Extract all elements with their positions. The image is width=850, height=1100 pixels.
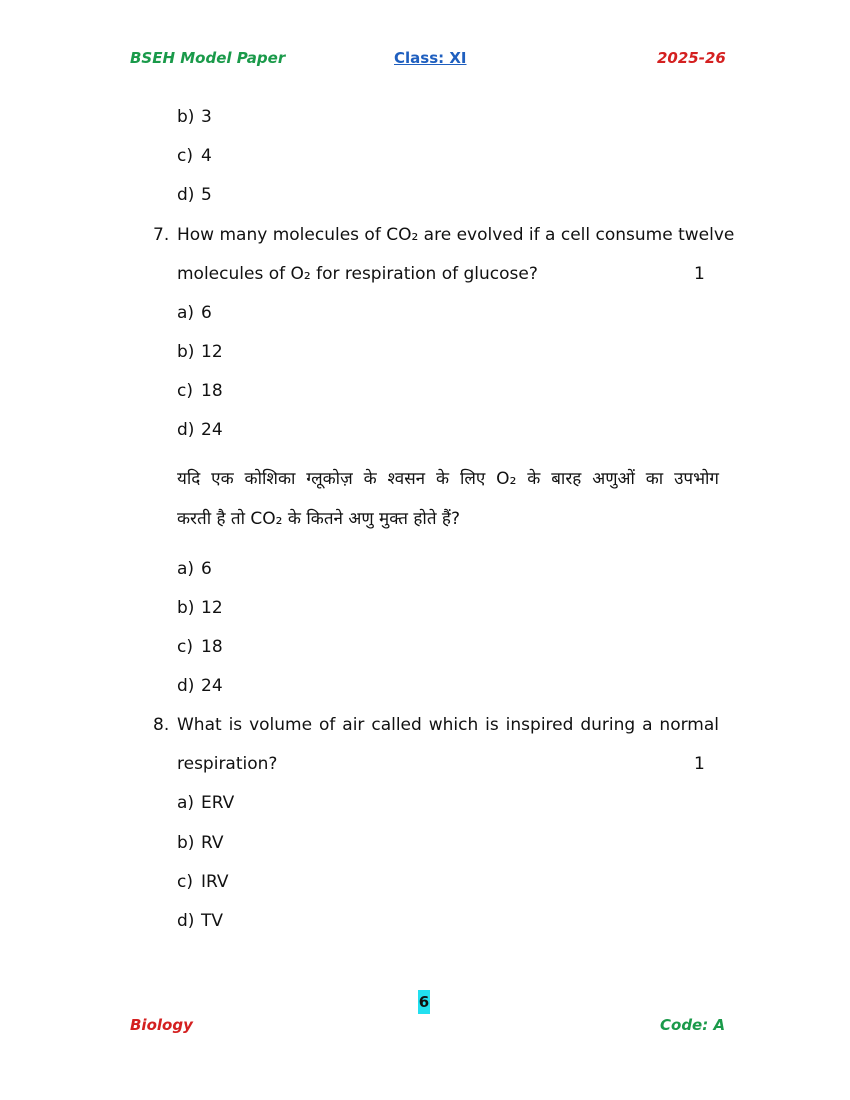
option-text: 24: [201, 420, 223, 440]
q7-text-line2: molecules of O₂ for respiration of glucose?: [177, 264, 538, 284]
q8-marks: 1: [694, 754, 705, 774]
q7-hindi-line2: करती है तो CO₂ के कितने अणु मुक्त होते हैं?: [177, 509, 460, 529]
q8-option-c: [177, 871, 229, 893]
option-text: TV: [201, 911, 224, 931]
q7-option-b: [177, 341, 223, 363]
q8-option-a: [177, 792, 234, 814]
option-label: d): [177, 420, 195, 440]
q7-text-line1: How many molecules of CO₂ are evolved if a cell consume twelve: [177, 225, 735, 245]
option-label: d): [177, 676, 195, 696]
option-text: ERV: [201, 793, 235, 813]
q8-text-line2: respiration?: [177, 754, 278, 774]
option-text: 12: [201, 342, 223, 362]
q7-hindi-line1: यदि एक कोशिका ग्लूकोज़ के श्वसन के लिए O₂ के बारह अणुओं का उपभोग: [177, 469, 719, 489]
option-label: a): [177, 793, 195, 813]
footer-code: Code: A: [660, 1016, 726, 1034]
q7-hindi-option-b: [177, 597, 223, 619]
option-text: 6: [201, 559, 212, 579]
option-text: 12: [201, 598, 223, 618]
q7-number: 7.: [153, 225, 170, 245]
q8-option-d: [177, 910, 223, 932]
option-label: c): [177, 146, 193, 166]
q7-option-a: [177, 302, 212, 324]
option-label: b): [177, 833, 195, 853]
option-label: d): [177, 185, 195, 205]
option-label: c): [177, 637, 193, 657]
option-text: IRV: [201, 872, 229, 892]
q7-option-c: [177, 380, 223, 402]
q8-number: 8.: [153, 715, 170, 735]
q6-option-b: [177, 106, 212, 128]
option-text: RV: [201, 833, 224, 853]
option-text: 6: [201, 303, 212, 323]
option-label: b): [177, 598, 195, 618]
page-number: 6: [418, 990, 430, 1014]
option-label: a): [177, 559, 195, 579]
footer-subject: Biology: [130, 1016, 193, 1034]
option-label: b): [177, 342, 195, 362]
option-text: 18: [201, 381, 223, 401]
option-label: c): [177, 381, 193, 401]
q8-text-line1: What is volume of air called which is inspired during a normal: [177, 715, 719, 735]
q7-hindi-option-a: [177, 558, 212, 580]
q7-option-d: [177, 419, 223, 441]
option-text: 5: [201, 185, 212, 205]
q8-option-b: [177, 832, 224, 854]
option-text: 3: [201, 107, 212, 127]
q7-marks: 1: [694, 264, 705, 284]
header-class: Class: XI: [394, 49, 467, 67]
q6-option-c: [177, 145, 212, 167]
option-text: 18: [201, 637, 223, 657]
option-label: b): [177, 107, 195, 127]
q6-option-d: [177, 184, 212, 206]
header-paper-title: BSEH Model Paper: [130, 49, 286, 67]
q7-hindi-option-c: [177, 636, 223, 658]
option-label: c): [177, 872, 193, 892]
option-label: d): [177, 911, 195, 931]
header-year: 2025-26: [657, 49, 726, 67]
option-text: 4: [201, 146, 212, 166]
option-text: 24: [201, 676, 223, 696]
option-label: a): [177, 303, 195, 323]
q7-hindi-option-d: [177, 675, 223, 697]
